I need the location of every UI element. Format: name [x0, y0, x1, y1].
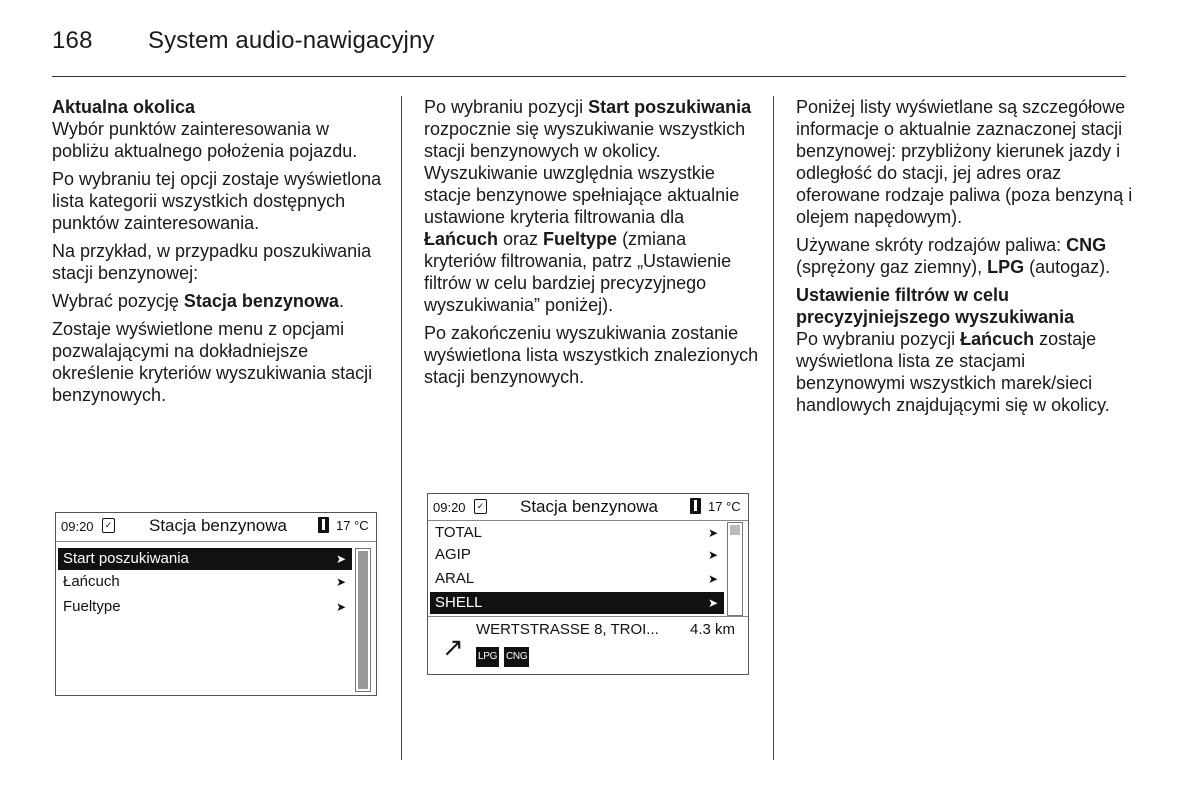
bold-term: Łańcuch [960, 329, 1035, 349]
section-heading: Ustawienie filtrów w celu precyzyjniejszego wyszukiwania [796, 285, 1075, 327]
page-header [52, 22, 1126, 77]
display-screen-1 [55, 512, 377, 696]
details-divider [428, 616, 748, 617]
chevron-right-icon: ➤ [335, 552, 346, 566]
menu-item-label: Start poszukiwania [63, 550, 189, 567]
thermometer-icon [318, 517, 329, 533]
column-1 [52, 96, 382, 412]
paragraph: Zostaje wyświetlone menu z opcjami pozwalającymi na dokładniejsze określenie kryteriów wyszukiwania stacji benzynowych. [52, 319, 373, 405]
chevron-right-icon: ➤ [707, 596, 718, 610]
scrollbar[interactable] [355, 548, 371, 692]
menu-item-chain[interactable] [58, 571, 352, 593]
clock-icon: ✓ [102, 518, 115, 533]
column-2 [424, 96, 759, 394]
temperature: 17 °C [708, 499, 741, 514]
station-name: AGIP [435, 546, 471, 563]
column-divider-1 [401, 96, 402, 760]
paragraph: Na przykład, w przypadku poszukiwania stacji benzynowej: [52, 241, 372, 283]
display-screen-2 [427, 493, 749, 675]
chevron-right-icon: ➤ [335, 600, 346, 614]
menu-item-label: Fueltype [63, 598, 121, 615]
page-title: System audio-nawigacyjny [148, 27, 435, 54]
menu-item-label: Łańcuch [63, 573, 120, 590]
screen-status-bar [428, 494, 748, 521]
bold-term: CNG [1066, 235, 1107, 255]
bold-term: Łańcuch [424, 229, 499, 249]
station-name: ARAL [435, 570, 475, 587]
paragraph: Po wybraniu tej opcji zostaje wyświetlona lista kategorii wszystkich dostępnych punktów zainteresowania. [52, 169, 382, 233]
clock-time: 09:20 [61, 519, 94, 534]
column-3 [796, 96, 1136, 422]
menu-item-fueltype[interactable] [58, 596, 352, 618]
paragraph: Używane skróty rodzajów paliwa: CNG (sprężony gaz ziemny), LPG (autogaz). [796, 235, 1111, 277]
paragraph: Wybrać pozycję Stacja benzynowa. [52, 291, 344, 311]
direction-arrow-icon: ↗ [442, 632, 464, 662]
bold-term: LPG [987, 257, 1025, 277]
station-item-total[interactable] [430, 522, 724, 544]
menu-item-start-search[interactable] [58, 548, 352, 570]
thermometer-icon [690, 498, 701, 514]
station-item-agip[interactable] [430, 544, 724, 566]
column-divider-2 [773, 96, 774, 760]
fuel-badge-lpg: LPG [476, 647, 499, 667]
screen-title: Stacja benzynowa [149, 516, 287, 535]
station-name: SHELL [435, 594, 483, 611]
chevron-right-icon: ➤ [707, 526, 718, 540]
page-number: 168 [52, 27, 93, 54]
bold-term: Fueltype [543, 229, 618, 249]
scrollbar[interactable] [727, 522, 743, 616]
fuel-badge-cng: CNG [504, 647, 529, 667]
scrollbar-thumb[interactable] [358, 551, 368, 689]
station-address: WERTSTRASSE 8, TROI... [476, 621, 659, 638]
paragraph: Po zakończeniu wyszukiwania zostanie wyświetlona lista wszystkich znalezionych stacji benzynowych. [424, 323, 759, 387]
paragraph: Po wybraniu pozycji Start poszukiwania rozpocznie się wyszukiwanie wszystkich stacji benzynowych w okolicy. Wyszukiwanie uwzględnia wszystkie stacje benzynowe spełniające aktualnie ustawione kryteria filtrowania dla Łańcuch oraz Fueltype (zmiana kryteriów filtrowania, patrz „Ustawienie filtrów w celu bardziej precyzyjnego wyszukiwania” poniżej). [424, 97, 752, 315]
station-item-aral[interactable] [430, 568, 724, 590]
paragraph: Wybór punktów zainteresowania w pobliżu aktualnego położenia pojazdu. [52, 119, 358, 161]
scrollbar-thumb[interactable] [730, 525, 740, 535]
chevron-right-icon: ➤ [707, 548, 718, 562]
chevron-right-icon: ➤ [335, 575, 346, 589]
bold-term: Stacja benzynowa [183, 291, 339, 311]
bold-term: Start poszukiwania [588, 97, 752, 117]
clock-time: 09:20 [433, 500, 466, 515]
station-name: TOTAL [435, 524, 482, 541]
screen-status-bar [56, 513, 376, 542]
section-heading: Aktualna okolica [52, 97, 196, 117]
paragraph: Po wybraniu pozycji Łańcuch zostaje wyświetlona lista ze stacjami benzynowymi wszystkich marek/sieci handlowych znajdującymi się w okolicy. [796, 329, 1110, 415]
station-item-shell[interactable] [430, 592, 724, 614]
screen-title: Stacja benzynowa [520, 497, 658, 516]
station-distance: 4.3 km [690, 621, 736, 638]
paragraph: Poniżej listy wyświetlane są szczegółowe informacje o aktualnie zaznaczonej stacji benzynowej: przybliżony kierunek jazdy i odległość do stacji, jej adres oraz oferowane rodzaje paliwa (poza benzyną i olejem napędowym). [796, 97, 1133, 227]
clock-icon: ✓ [474, 499, 487, 514]
temperature: 17 °C [336, 518, 369, 533]
chevron-right-icon: ➤ [707, 572, 718, 586]
